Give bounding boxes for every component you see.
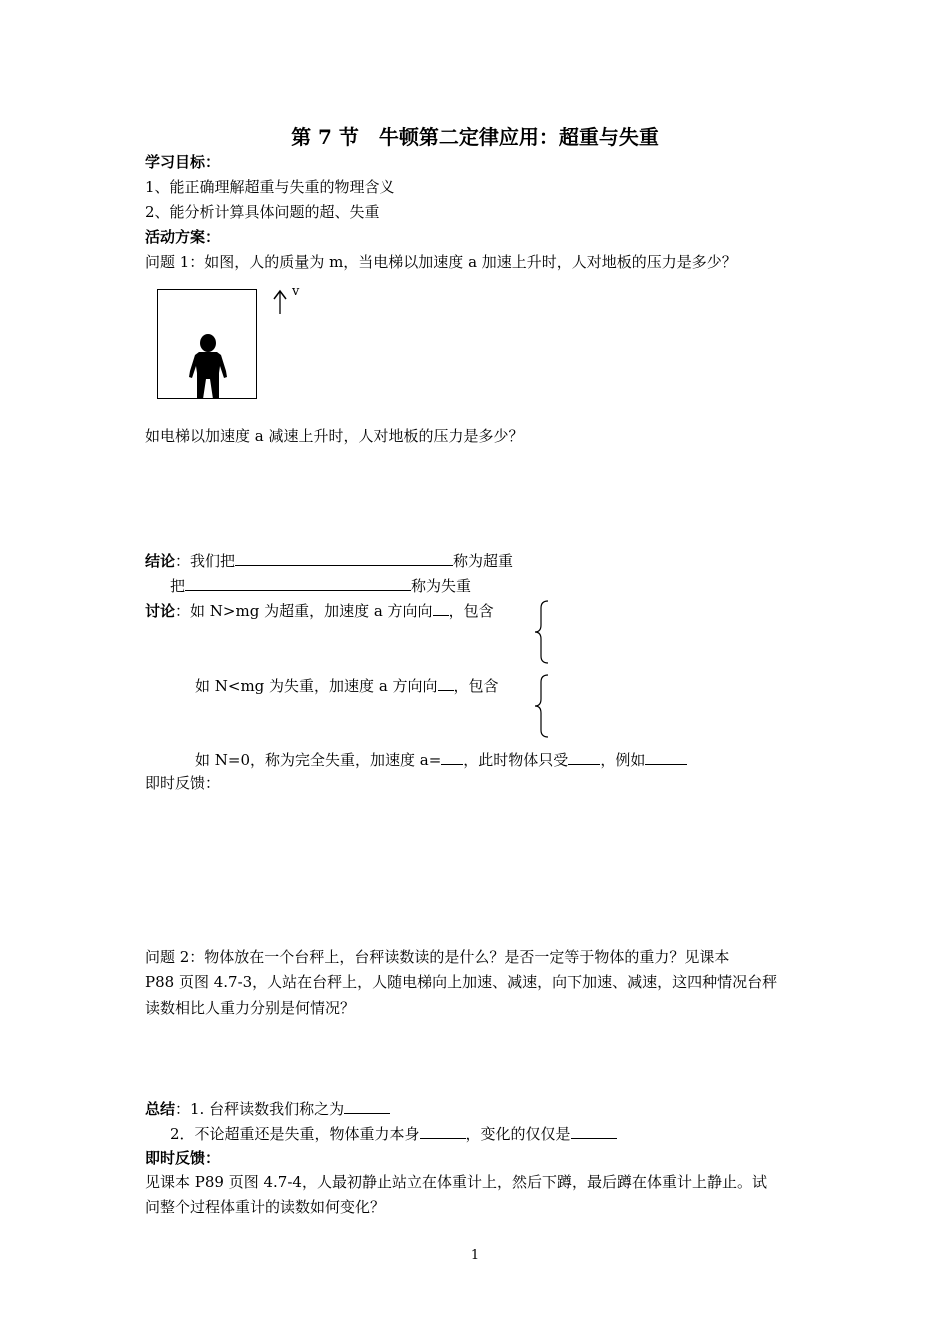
discussion-text: ，包含 bbox=[448, 602, 494, 620]
fill-blank[interactable] bbox=[438, 675, 454, 691]
fill-blank[interactable] bbox=[185, 575, 411, 591]
goal-item: 2、能分析计算具体问题的超、失重 bbox=[145, 203, 380, 221]
summary-label: 总结 bbox=[145, 1100, 176, 1118]
conclusion-text: 把 bbox=[170, 577, 186, 595]
discussion-text: 如 N=0，称为完全失重，加速度 a= bbox=[195, 751, 442, 769]
feedback-heading: 即时反馈： bbox=[145, 774, 221, 792]
discussion-line-3 bbox=[195, 749, 687, 770]
velocity-arrow-icon bbox=[272, 289, 288, 315]
fill-blank[interactable] bbox=[344, 1098, 390, 1114]
discussion-text: ，此时物体只受 bbox=[463, 751, 569, 769]
feedback-2-heading: 即时反馈： bbox=[145, 1149, 221, 1167]
conclusion-label: 结论 bbox=[145, 552, 176, 570]
conclusion-text: 称为失重 bbox=[411, 577, 472, 595]
curly-brace-icon bbox=[533, 600, 553, 664]
goals-heading: 学习目标： bbox=[145, 153, 221, 171]
summary-text: 2．不论超重还是失重，物体重力本身 bbox=[170, 1125, 420, 1143]
conclusion-text: ：我们把 bbox=[175, 552, 236, 570]
feedback-2-line: 问整个过程体重计的读数如何变化？ bbox=[145, 1198, 386, 1216]
conclusion-text: 称为超重 bbox=[453, 552, 514, 570]
summary-text: ，变化的仅仅是 bbox=[465, 1125, 571, 1143]
discussion-text: ，例如 bbox=[600, 751, 646, 769]
curly-brace-icon bbox=[533, 674, 553, 738]
question-1: 问题 1：如图，人的质量为 m，当电梯以加速度 a 加速上升时，人对地板的压力是多少？ bbox=[145, 253, 737, 271]
discussion-text: ：如 N>mg 为超重，加速度 a 方向向 bbox=[175, 602, 433, 620]
page-title: 第 7 节 牛顿第二定律应用：超重与失重 bbox=[291, 125, 659, 149]
discussion-line-2 bbox=[195, 675, 499, 696]
fill-blank[interactable] bbox=[571, 1123, 617, 1139]
discussion-text: ，包含 bbox=[453, 677, 499, 695]
discussion-label: 讨论 bbox=[145, 602, 176, 620]
fill-blank[interactable] bbox=[645, 749, 687, 765]
discussion-text: 如 N<mg 为失重，加速度 a 方向向 bbox=[195, 677, 438, 695]
fill-blank[interactable] bbox=[433, 600, 449, 616]
conclusion-line-2 bbox=[170, 575, 471, 596]
summary-line-1 bbox=[145, 1098, 390, 1119]
conclusion-line-1 bbox=[145, 550, 513, 571]
fill-blank[interactable] bbox=[420, 1123, 466, 1139]
feedback-2-line: 见课本 P89 页图 4.7-4，人最初静止站立在体重计上，然后下蹲，最后蹲在体重计上静止。试 bbox=[145, 1173, 767, 1191]
fill-blank[interactable] bbox=[235, 550, 453, 566]
discussion-line-1 bbox=[145, 600, 494, 621]
summary-text: ：1. 台秤读数我们称之为 bbox=[175, 1100, 345, 1118]
question-2-line: 读数相比人重力分别是何情况？ bbox=[145, 999, 356, 1017]
question-2-line: P88 页图 4.7-3，人站在台秤上，人随电梯向上加速、减速，向下加速、减速，这四种情况台秤 bbox=[145, 973, 778, 991]
plan-heading: 活动方案： bbox=[145, 228, 221, 246]
question-2-line: 问题 2：物体放在一个台秤上，台秤读数读的是什么？是否一定等于物体的重力？见课本 bbox=[145, 948, 730, 966]
fill-blank[interactable] bbox=[568, 749, 600, 765]
page-number: 1 bbox=[470, 1248, 480, 1263]
goal-item: 1、能正确理解超重与失重的物理含义 bbox=[145, 178, 395, 196]
fill-blank[interactable] bbox=[441, 749, 463, 765]
velocity-label: v bbox=[292, 284, 300, 299]
question-1-followup: 如电梯以加速度 a 减速上升时，人对地板的压力是多少？ bbox=[145, 427, 524, 445]
summary-line-2 bbox=[170, 1123, 617, 1144]
person-silhouette-icon bbox=[185, 333, 231, 403]
